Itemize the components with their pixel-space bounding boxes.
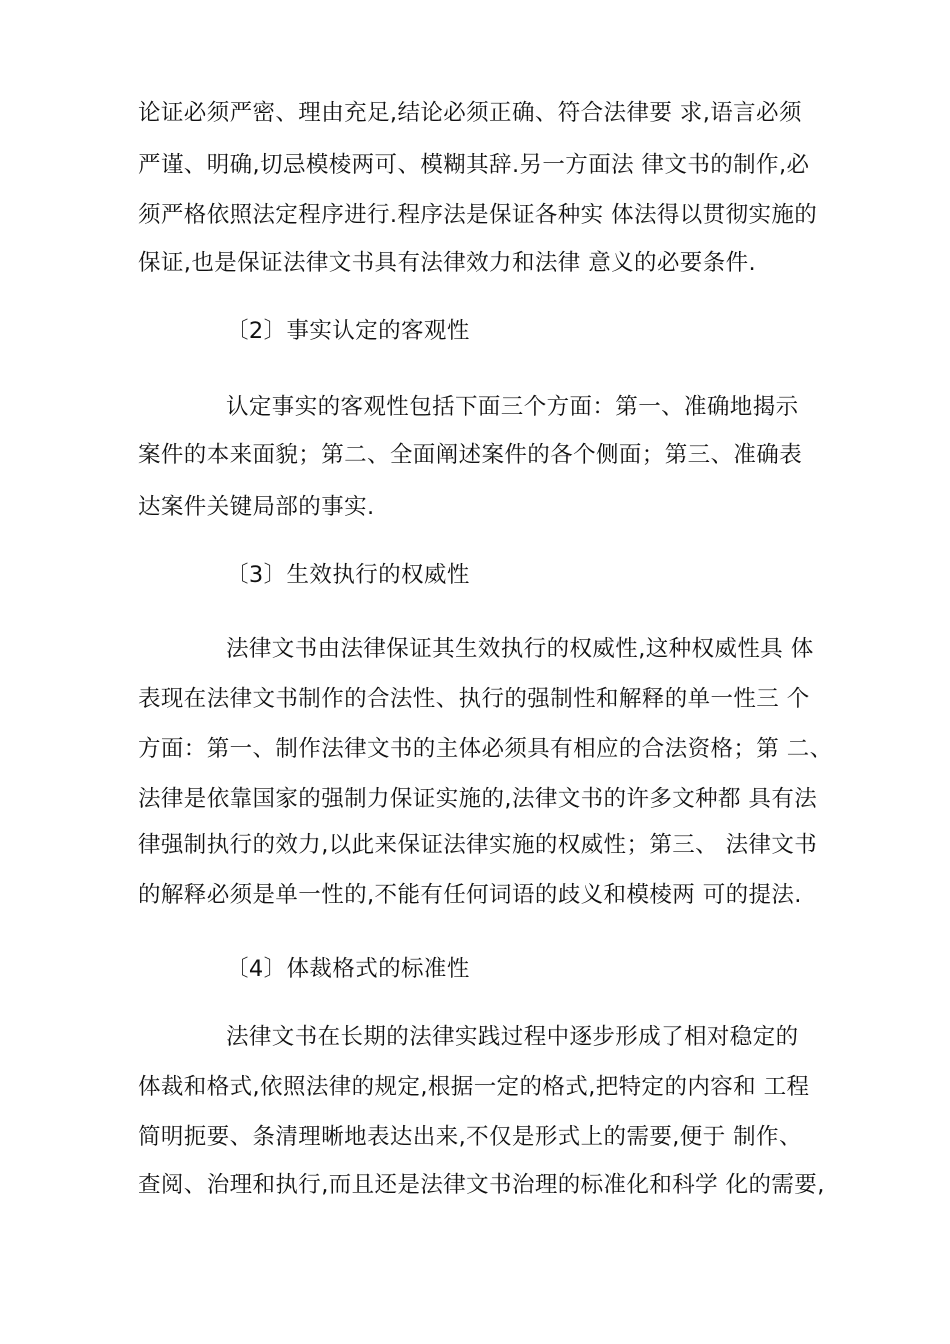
paragraph-line: 保证,也是保证法律文书具有法律效力和法律 意义的必要条件. — [138, 250, 757, 276]
paragraph-line: 方面：第一、制作法律文书的主体必须具有相应的合法资格；第 二、 — [138, 736, 833, 762]
paragraph-line: 认定事实的客观性包括下面三个方面：第一、准确地揭示 — [226, 394, 799, 420]
paragraph-line: 法律文书由法律保证其生效执行的权威性,这种权威性具 体 — [226, 636, 814, 662]
paragraph-line: 体裁和格式,依照法律的规定,根据一定的格式,把特定的内容和 工程 — [138, 1074, 810, 1100]
section-heading-2: 〔2〕事实认定的客观性 — [226, 318, 470, 344]
paragraph-line: 律强制执行的效力,以此来保证法律实施的权威性；第三、 法律文书 — [138, 832, 818, 858]
paragraph-line: 法律文书在长期的法律实践过程中逐步形成了相对稳定的 — [226, 1024, 799, 1050]
paragraph-line: 简明扼要、条清理晰地表达出来,不仅是形式上的需要,便于 制作、 — [138, 1124, 802, 1150]
paragraph-line: 须严格依照法定程序进行.程序法是保证各种实 体法得以贯彻实施的 — [138, 202, 818, 228]
paragraph-line: 论证必须严密、理由充足,结论必须正确、符合法律要 求,语言必须 — [138, 100, 802, 126]
paragraph-line: 案件的本来面貌；第二、全面阐述案件的各个侧面；第三、准确表 — [138, 442, 803, 468]
paragraph-line: 查阅、治理和执行,而且还是法律文书治理的标准化和科学 化的需要, — [138, 1172, 825, 1198]
paragraph-line: 达案件关键局部的事实. — [138, 494, 375, 520]
section-heading-3: 〔3〕生效执行的权威性 — [226, 562, 470, 588]
paragraph-line: 的解释必须是单一性的,不能有任何词语的歧义和模棱两 可的提法. — [138, 882, 802, 908]
paragraph-line: 严谨、明确,切忌模棱两可、模糊其辞.另一方面法 律文书的制作,必 — [138, 152, 810, 178]
paragraph-line: 法律是依靠国家的强制力保证实施的,法律文书的许多文种都 具有法 — [138, 786, 818, 812]
paragraph-line: 表现在法律文书制作的合法性、执行的强制性和解释的单一性三 个 — [138, 686, 810, 712]
section-heading-4: 〔4〕体裁格式的标准性 — [226, 956, 470, 982]
